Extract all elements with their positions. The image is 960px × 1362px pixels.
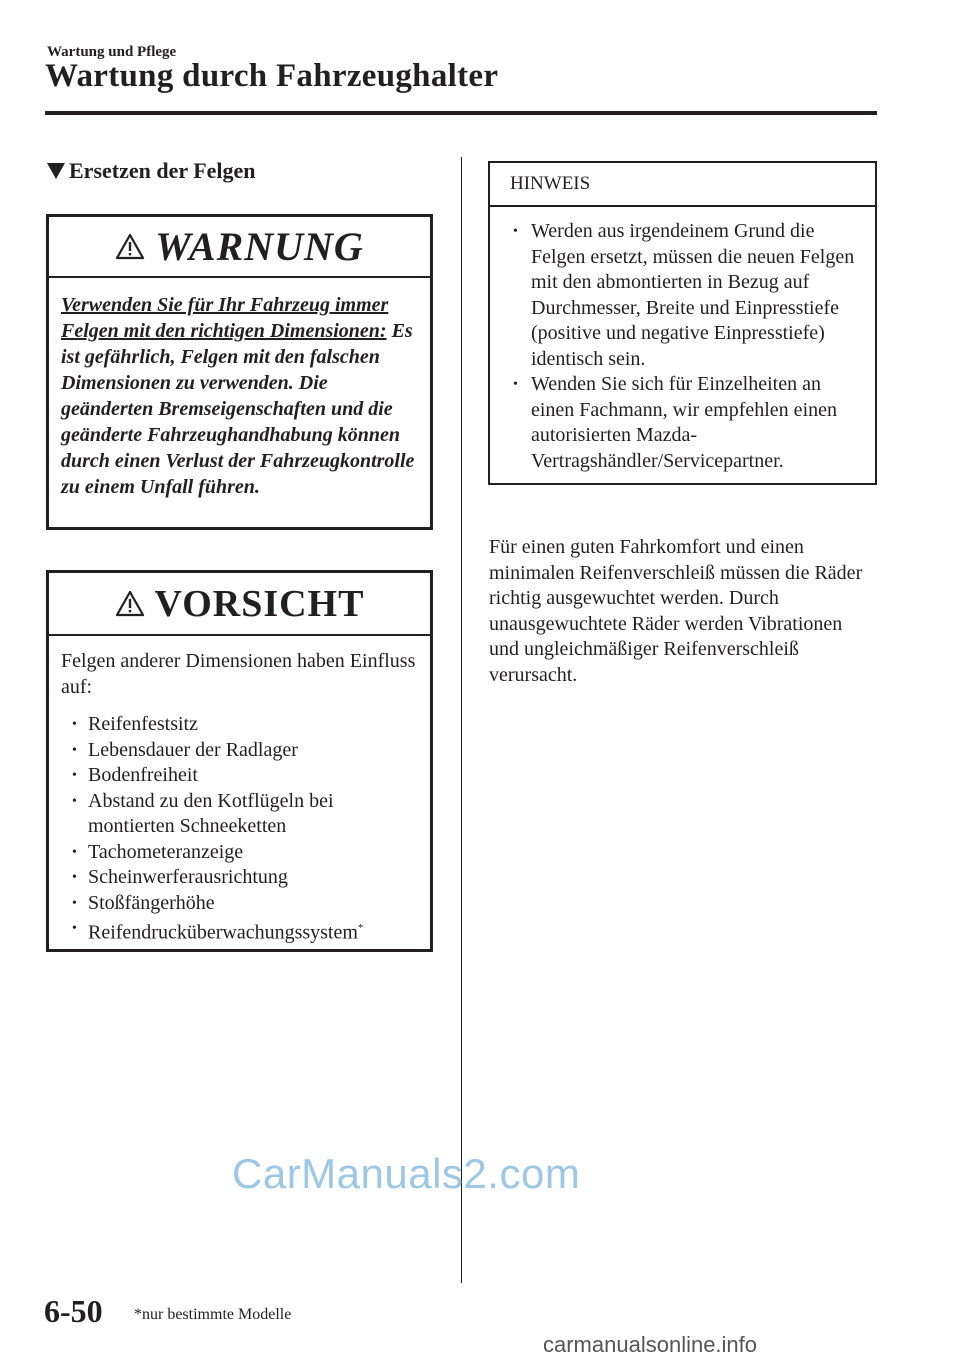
list-item: • Abstand zu den Kotflügeln bei montierten Schneeketten [61,789,422,840]
page-title: Wartung durch Fahrzeughalter [45,58,499,94]
body-paragraph: Für einen guten Fahrkomfort und einen minimalen Reifenverschleiß müssen die Räder richtig ausgewuchtet werden. Durch unausgewuchtete Räder werden Vibrationen und ungleichmäßiger Reifenverschleiß verursacht. [489,536,863,686]
hint-body [490,207,875,474]
list-item [61,916,422,946]
footnote: *nur bestimmte Modelle [134,1306,292,1323]
list-item: • Bodenfreiheit [61,763,422,789]
caution-body [49,636,430,946]
section-heading [47,158,256,184]
list-item: • Stoßfängerhöhe [61,891,422,917]
section-heading-text: Ersetzen der Felgen [69,158,256,183]
list-item: • Werden aus irgendeinem Grund die Felgen ersetzt, müssen die neuen Felgen mit den abmontierten in Bezug auf Durchmesser, Breite und Einpresstiefe (positive und negative Einpresstiefe) identisch sein. [504,219,863,372]
caution-list [61,712,422,946]
warning-box [46,214,433,530]
warning-title: WARNUNG [155,224,364,269]
warning-header [49,217,430,278]
warning-body [49,278,430,500]
caution-intro: Felgen anderer Dimensionen haben Einfluss auf: [61,650,416,698]
list-item: • Reifenfestsitz [61,712,422,738]
chapter-label: Wartung und Pflege [47,44,177,60]
warning-text: Es ist gefährlich, Felgen mit den falschen Dimensionen zu verwenden. Die geänderten Bremseigenschaften und die geänderte Fahrzeughandhabung können durch einen Verlust der Fahrzeugkontrolle zu einem Unfall führen. [61,320,415,498]
hint-list [504,219,863,474]
list-item-text: Reifendrucküberwachungssystem [88,921,358,944]
triangle-marker-icon [47,163,65,179]
hint-title: HINWEIS [490,163,875,207]
caution-box [46,570,433,952]
list-item: • Wenden Sie sich für Einzelheiten an einen Fachmann, wir empfehlen einen autorisierten Mazda-Vertragshändler/Servicepartner. [504,372,863,474]
hint-box [488,161,877,485]
caution-header [49,573,430,636]
list-item: • Tachometeranzeige [61,840,422,866]
caution-triangle-icon [115,590,145,617]
footer-watermark: carmanualsonline.info [543,1332,758,1357]
warning-underlined-text: Verwenden Sie für Ihr Fahrzeug immer Felgen mit den richtigen Dimensionen: [61,294,389,342]
list-item: • Lebensdauer der Radlager [61,738,422,764]
page-number: 6-50 [44,1293,103,1329]
warning-triangle-icon [115,233,145,260]
footnote-marker: * [357,922,364,934]
header-rule [45,111,877,115]
list-item: • Scheinwerferausrichtung [61,865,422,891]
caution-title: VORSICHT [154,582,365,625]
column-divider [461,157,462,1283]
watermark: CarManuals2.com [232,1150,581,1197]
